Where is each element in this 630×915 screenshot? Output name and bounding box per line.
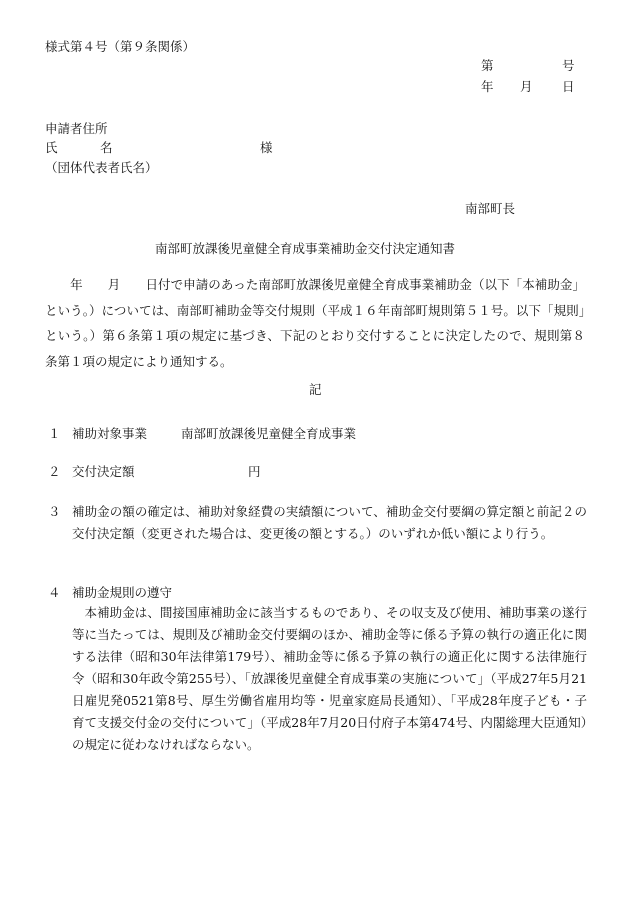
item-label: 補助金規則の遵守 <box>72 585 173 600</box>
item-number: ４ <box>48 585 61 600</box>
date-year: 年 <box>481 79 494 94</box>
item-text: 本補助金は、間接国庫補助金に該当するものであり、その収支及び使用、補助事業の遂行等に当たっては、規則及び補助金交付要綱のほか、補助金等に係る予算の執行の適正化に関する法律（昭和30年法律第179号）、補助金等に係る予算の執行の適正化に関する法律施行令（昭和30年政令第255号）、「放課後児童健全育成事業の実施について」（平成27年5月21日雇児発0521第8号、厚生労働省雇用均等・児童家庭局長通知）、「平成28年度子ども・子育て支援交付金の交付について」（平成28年7月20日付府子本第474号、内閣総理大臣通知）の規定に従わなければならない。 <box>72 605 587 752</box>
date-day: 日 <box>562 79 575 94</box>
applicant-rep-label: （団体代表者氏名） <box>45 160 158 175</box>
ki-heading: 記 <box>309 382 322 397</box>
applicant-address-label: 申請者住所 <box>45 121 108 136</box>
applicant-name-label-2: 名 <box>100 140 113 155</box>
item-text: 補助金の額の確定は、補助対象経費の実績額について、補助金交付要綱の算定額と前記２の交付決定額（変更された場合は、変更後の額とする。）のいずれか低い額により行う。 <box>72 504 587 541</box>
date-month: 月 <box>520 79 533 94</box>
issuer: 南部町長 <box>465 201 516 216</box>
applicant-name-label-1: 氏 <box>45 140 58 155</box>
form-label: 様式第４号（第９条関係） <box>45 39 196 54</box>
document-title: 南部町放課後児童健全育成事業補助金交付決定通知書 <box>155 241 456 256</box>
item-label: 交付決定額 <box>72 464 135 479</box>
item-number: ２ <box>48 464 61 479</box>
item-label: 補助対象事業 <box>72 426 148 441</box>
item-number: １ <box>48 426 61 441</box>
item-value: 南部町放課後児童健全育成事業 <box>181 426 357 441</box>
item-value: 円 <box>248 464 261 479</box>
doc-number-prefix: 第 <box>481 58 494 73</box>
doc-number-suffix: 号 <box>562 58 575 73</box>
intro-paragraph: 年 月 日付で申請のあった南部町放課後児童健全育成事業補助金（以下「本補助金」という。）については、南部町補助金等交付規則（平成１６年南部町規則第５１号。以下「規則」という。）第６条第１項の規定に基づき、下記のとおり交付することに決定したので、規則第８条第１項の規定により通知する。 <box>45 277 585 369</box>
applicant-honorific: 様 <box>260 140 273 155</box>
item-number: ３ <box>48 504 61 519</box>
